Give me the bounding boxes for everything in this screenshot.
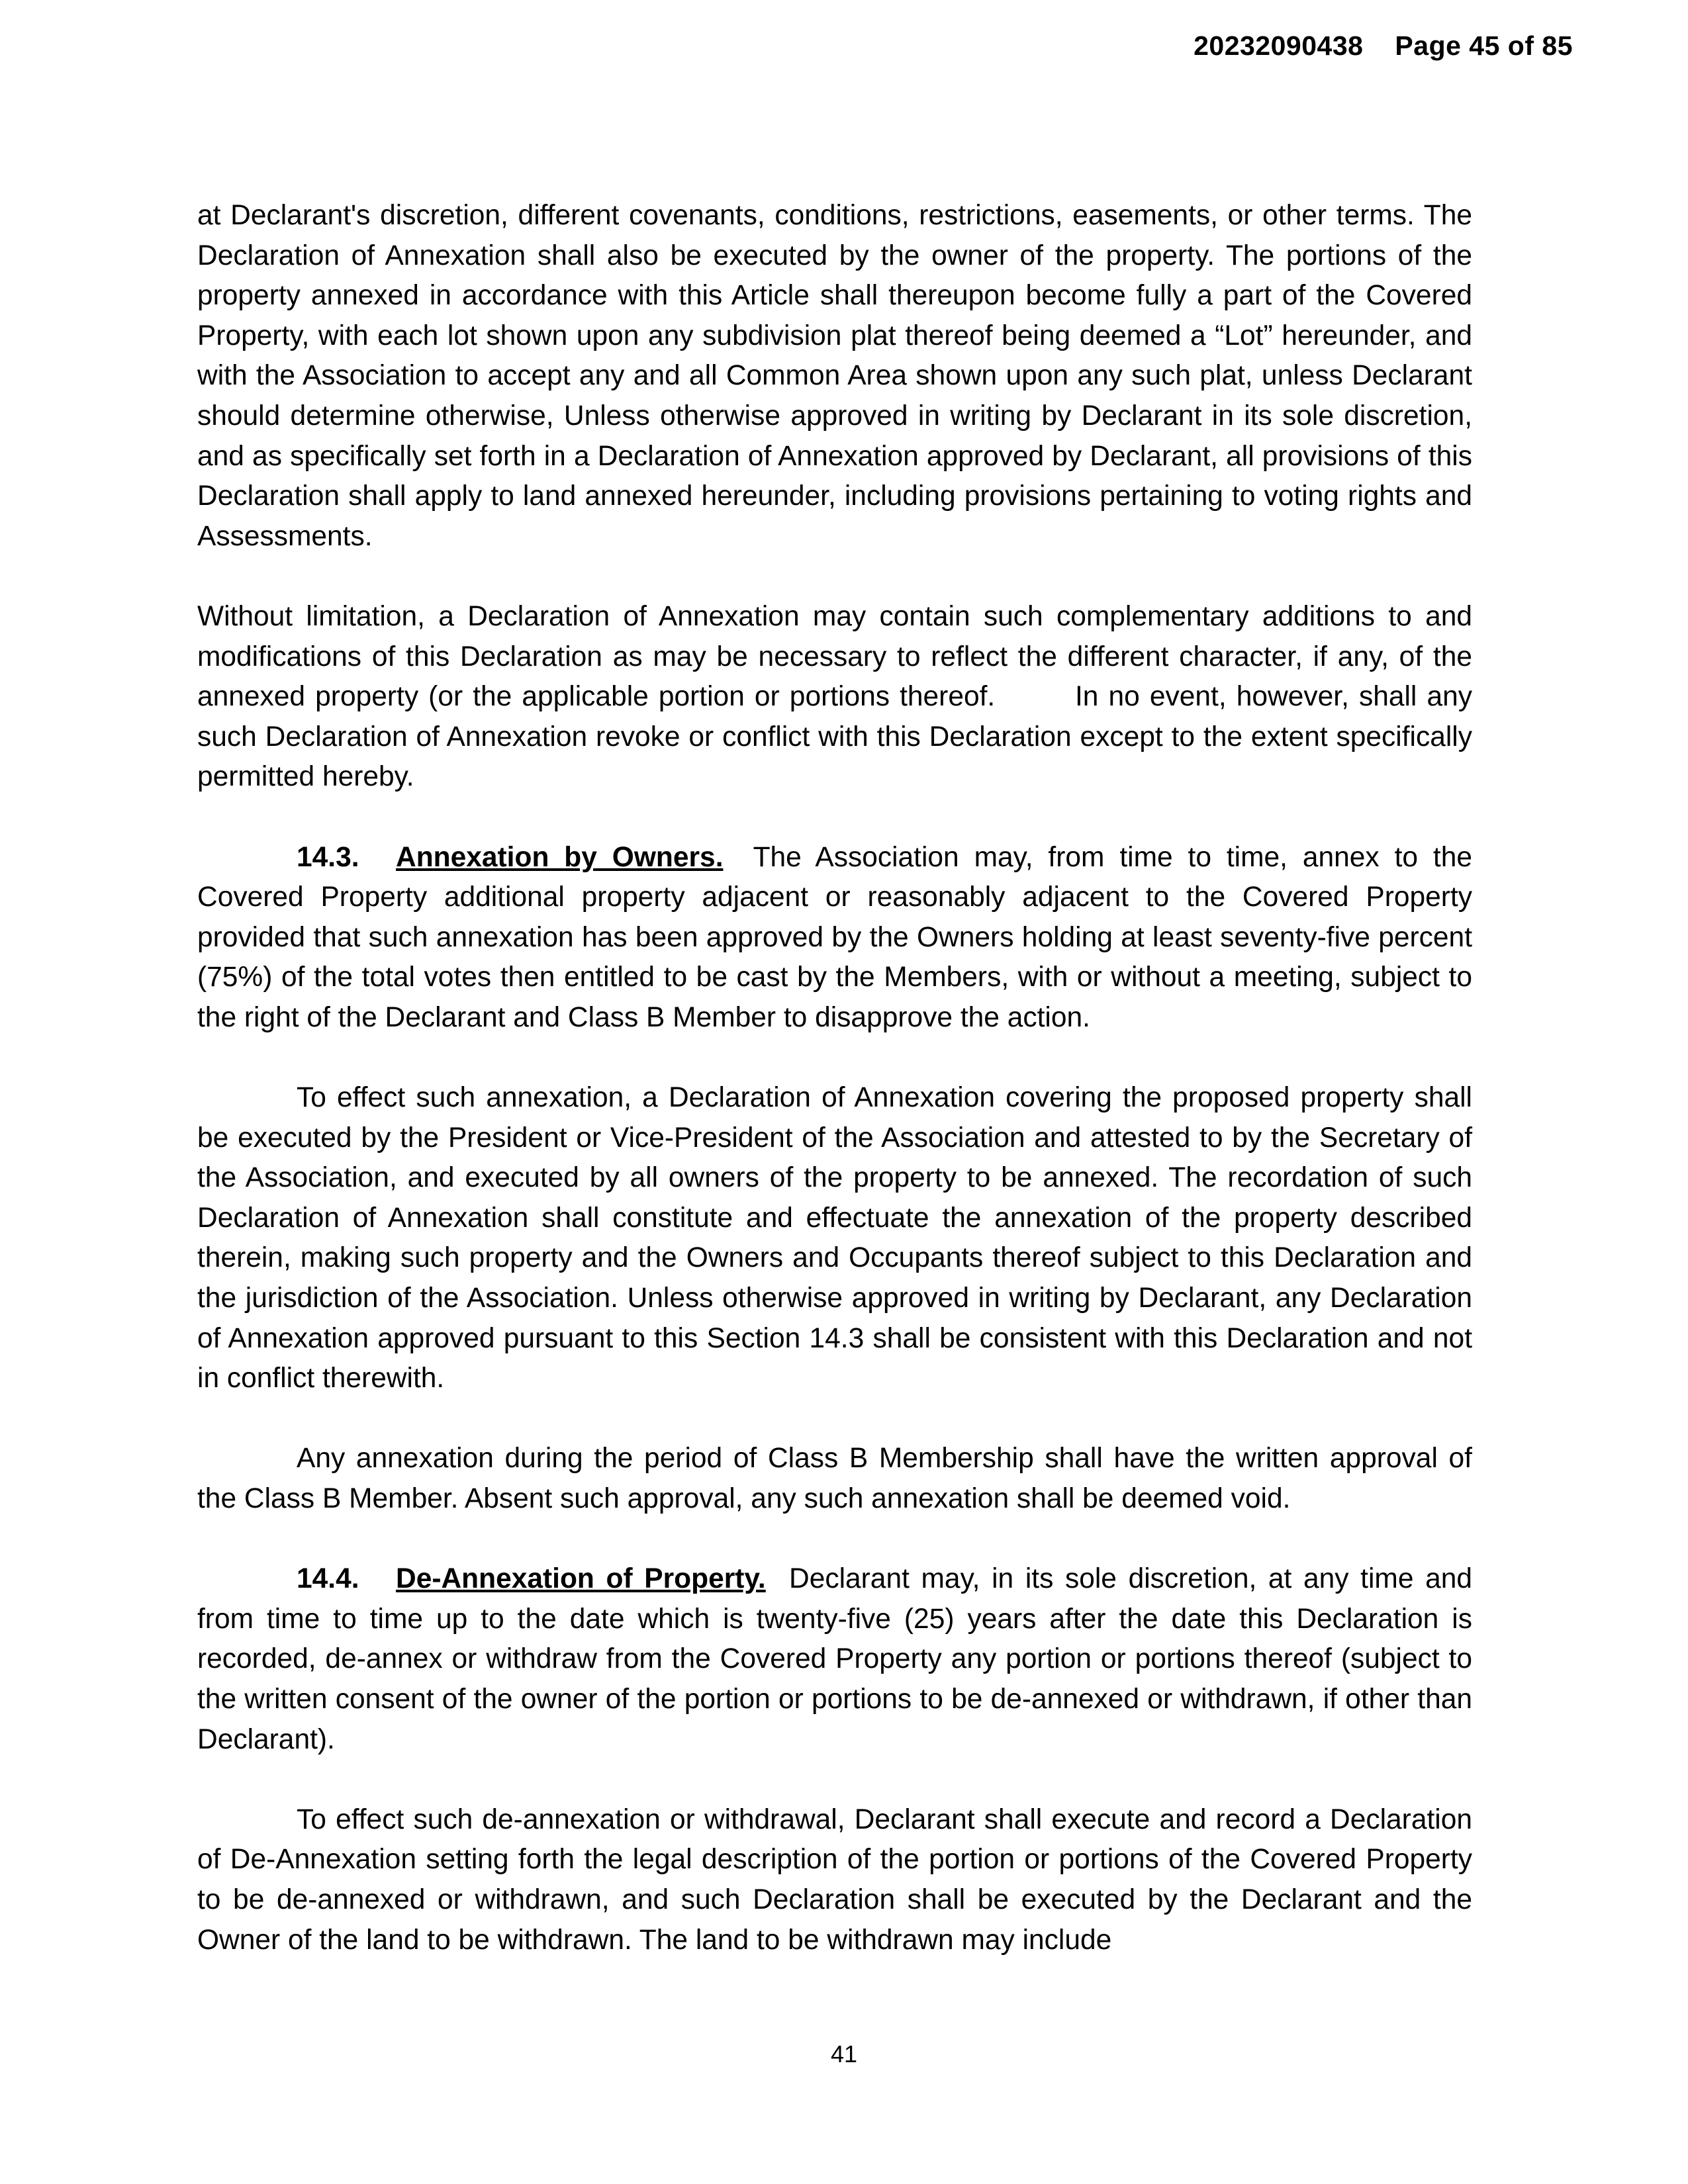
section-14-3-number: 14.3.: [297, 841, 359, 873]
section-14-3-paragraph-2: To effect such annexation, a Declaration of Annexation covering the proposed property shall be executed by the President or Vice-President of the Association and attested to by the Secretary of the Association, and executed by all owners of the property to be annexed. The recordation of such Declaration of Annexation shall constitute and effectuate the annexation of the property described therein, making such property and the Owners and Occupants thereof subject to this Declaration and the jurisdiction of the Association. Unless otherwise approved in writing by Declarant, any Declaration of Annexation approved pursuant to this Section 14.3 shall be consistent with this Declaration and not in conflict therewith.: [197, 1082, 1472, 1394]
document-body: [197, 196, 1480, 2001]
section-14-3-title: Annexation by Owners.: [396, 841, 724, 873]
section-14-4: [197, 1559, 1472, 1760]
recording-header: [1194, 30, 1573, 62]
section-14-4-paragraph-2: To effect such de-annexation or withdrawal, Declarant shall execute and record a Declaration of De-Annexation setting forth the legal description of the portion or portions of the Covered Property to be de-annexed or withdrawn, and such Declaration shall be executed by the Declarant and the Owner of the land to be withdrawn. The land to be withdrawn may include: [197, 1803, 1472, 1956]
section-14-4-text: Declarant may, in its sole discretion, at any time and from time to time up to the date which is twenty-five (25) years after the date this Declaration is recorded, de-annex or withdraw from the Covered Property any portion or portions thereof (subject to the written consent of the owner of the portion or portions to be de-annexed or withdrawn, if other than Declarant).: [197, 1563, 1472, 1755]
section-14-4-title: De-Annexation of Property.: [396, 1563, 766, 1595]
paragraph-without-limitation: Without limitation, a Declaration of Annexation may contain such complementary additions to and modifications of this Declaration as may be necessary to reflect the different character, if any, of the annexed property (or the applicable portion or portions thereof. In no event, however, shall any such Declaration of Annexation revoke or conflict with this Declaration except to the extent specifically permitted hereby.: [197, 600, 1480, 793]
page-count-label: Page 45 of 85: [1395, 30, 1573, 61]
section-14-3: [197, 838, 1472, 1038]
document-number: 20232090438: [1194, 30, 1364, 61]
page-number: 41: [830, 2040, 858, 2068]
section-14-4-number: 14.4.: [297, 1563, 359, 1595]
section-14-3-text: The Association may, from time to time, annex to the Covered Property additional property adjacent or reasonably adjacent to the Covered Property provided that such annexation has been approved by the Owners holding at least seventy-five percent (75%) of the total votes then entitled to be cast by the Members, with or without a meeting, subject to the right of the Declarant and Class B Member to disapprove the action.: [197, 841, 1472, 1033]
paragraph-annexation-continued: at Declarant's discretion, different covenants, conditions, restrictions, easements, or other terms. The Declaration of Annexation shall also be executed by the owner of the property. The portions of the property annexed in accordance with this Article shall thereupon become fully a part of the Covered Property, with each lot shown upon any subdivision plat thereof being deemed a “Lot” hereunder, and with the Association to accept any and all Common Area shown upon any such plat, unless Declarant should determine otherwise, Unless otherwise approved in writing by Declarant in its sole discretion, and as specifically set forth in a Declaration of Annexation approved by Declarant, all provisions of this Declaration shall apply to land annexed hereunder, including provisions pertaining to voting rights and Assessments.: [197, 200, 1472, 552]
section-14-3-paragraph-3: Any annexation during the period of Class B Membership shall have the written approval of the Class B Member. Absent such approval, any such annexation shall be deemed void.: [197, 1443, 1472, 1514]
